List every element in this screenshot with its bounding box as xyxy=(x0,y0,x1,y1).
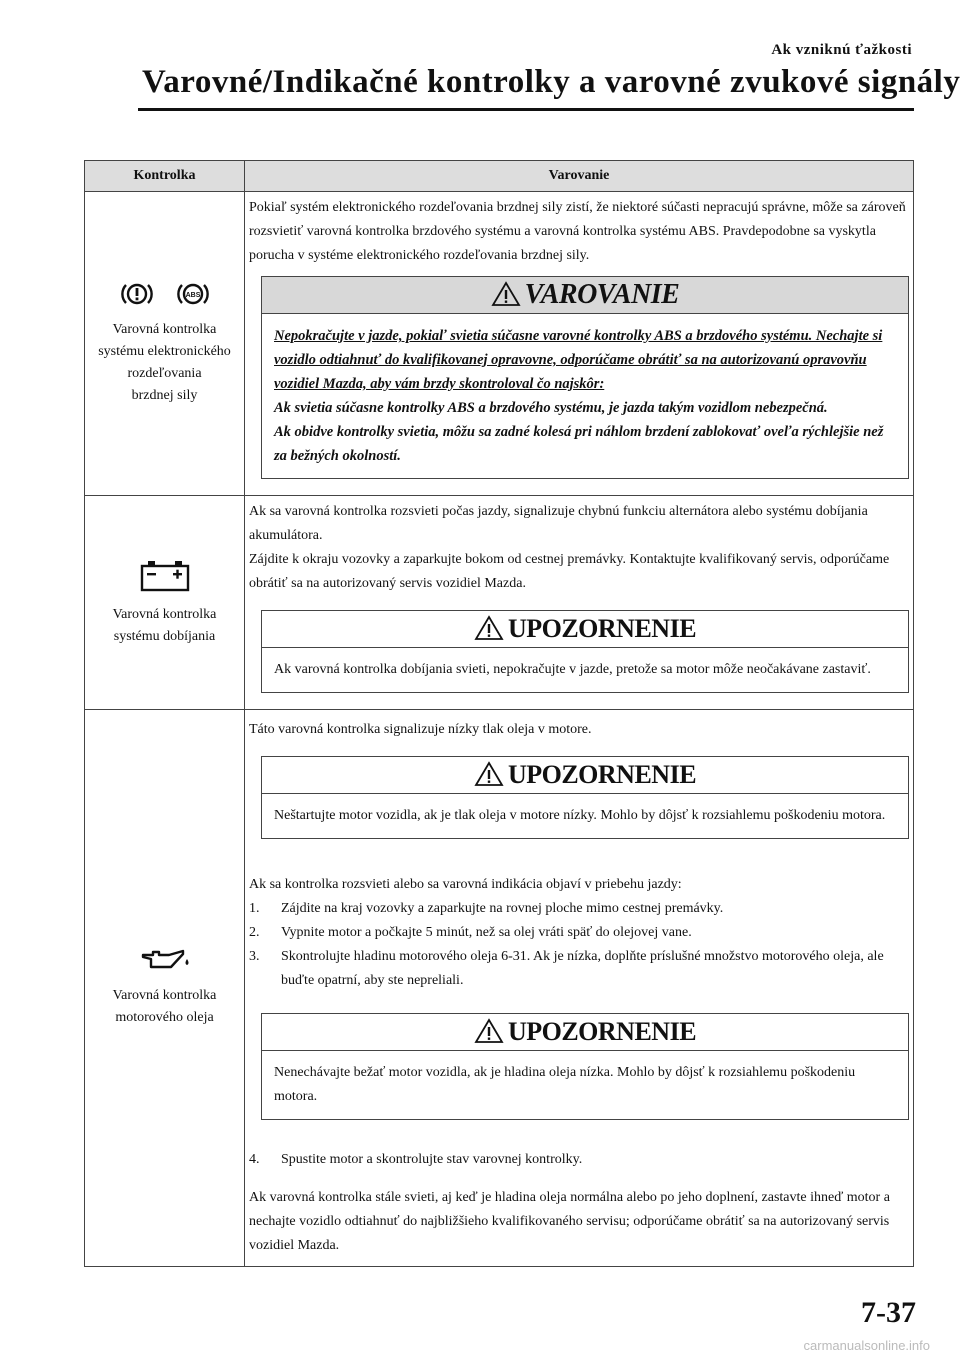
caution-title-text: UPOZORNENIE xyxy=(507,1017,697,1046)
indicator-label: rozdeľovania xyxy=(127,365,202,381)
brake-warning-icon xyxy=(120,281,154,315)
paragraph: Ak varovná kontrolka stále svieti, aj keď je hladina oleja normálna alebo po jeho doplnení, zastavte ihneď motor a nechajte vozidlo odtiahnuť do najbližšieho kvalifikovaného servisu; odporúčame obrátiť sa na autorizovaný servis vozidiel Mazda. xyxy=(249,1190,890,1253)
caution-text: Neštartujte motor vozidla, ak je tlak oleja v motore nízky. Mohlo by dôjsť k rozsiahlemu poškodeniu motora. xyxy=(274,808,886,823)
warning-box xyxy=(261,276,909,479)
caution-box-title xyxy=(262,757,908,794)
caution-box xyxy=(261,1013,909,1120)
indicator-label: Varovná kontrolka xyxy=(112,606,217,622)
table-header-row xyxy=(85,161,914,192)
warning-cell-brake xyxy=(245,192,914,496)
paragraph: Ak sa varovná kontrolka rozsvieti počas jazdy, signalizuje chybnú funkciu alternátora alebo systému dobíjania akumulátora. xyxy=(249,504,868,543)
indicator-label: Varovná kontrolka xyxy=(112,988,217,1003)
indicator-label: systému elektronického xyxy=(98,343,231,359)
steps-list xyxy=(249,897,913,993)
warning-lights-table xyxy=(84,160,914,1267)
warning-text: Ak obidve kontrolky svietia, môžu sa zadné kolesá pri náhlom brzdení zablokovať oveľa rýchlejšie než za bežných okolností. xyxy=(274,424,884,464)
page-title: Varovné/Indikačné kontrolky a varovné zvukové signály xyxy=(142,64,960,100)
warning-title-text: VAROVANIE xyxy=(524,279,680,310)
title-rule xyxy=(138,108,914,111)
warning-triangle-icon xyxy=(474,761,504,787)
caution-title-text: UPOZORNENIE xyxy=(507,614,697,643)
indicator-cell-brake xyxy=(85,192,245,496)
indicator-label: brzdnej sily xyxy=(131,387,198,403)
steps-list xyxy=(249,1148,913,1172)
col-header-kontrolka: Kontrolka xyxy=(85,161,245,192)
table-row xyxy=(85,192,914,496)
list-item: 2. Vypnite motor a počkajte 5 minút, než sa olej vráti späť do olejovej vane. xyxy=(249,925,692,940)
caution-text: Ak varovná kontrolka dobíjania svieti, nepokračujte v jazde, pretože sa motor môže neočakávane zastaviť. xyxy=(274,662,871,677)
caution-title-text: UPOZORNENIE xyxy=(507,760,697,789)
caution-text: Nenechávajte bežať motor vozidla, ak je hladina oleja nízka. Mohlo by dôjsť k rozsiahlemu poškodeniu motora. xyxy=(274,1065,856,1104)
warning-cell-battery xyxy=(245,496,914,710)
paragraph: Zájdite k okraju vozovky a zaparkujte bokom od cestnej premávky. Kontaktujte kvalifikovaný servis, odporúčame obrátiť sa na autorizovaný servis vozidiel Mazda. xyxy=(249,552,890,591)
table-row xyxy=(85,710,914,1267)
abs-icon-text: ABS xyxy=(185,291,200,299)
warning-triangle-icon xyxy=(474,1018,504,1044)
warning-text: Ak svietia súčasne kontrolky ABS a brzdového systému, je jazda takým vozidlom nebezpečná. xyxy=(274,400,828,416)
page-number: 7-37 xyxy=(861,1296,916,1329)
paragraph: Pokiaľ systém elektronického rozdeľovania brzdnej sily zistí, že niektoré súčasti nepracujú správne, môže sa zároveň rozsvietiť varovná kontrolka brzdového systému a varovná kontrolka systému ABS. Pravdepodobne sa vyskytla porucha v systéme elektronického rozdeľovania brzdnej sily. xyxy=(249,200,906,263)
caution-box xyxy=(261,610,909,693)
warning-box-title xyxy=(262,277,908,314)
indicator-label: Varovná kontrolka xyxy=(112,321,217,337)
watermark: carmanualsonline.info xyxy=(803,1338,930,1353)
col-header-varovanie: Varovanie xyxy=(245,161,914,192)
list-item: 3. Skontrolujte hladinu motorového oleja 6-31. Ak je nízka, doplňte príslušné množstvo motorového oleja, ale buďte opatrní, aby ste nepreliali. xyxy=(249,949,884,988)
warning-text-underlined: Nepokračujte v jazde, pokiaľ svietia súčasne varovné kontrolky ABS a brzdového systému. Nechajte si vozidlo odtiahnuť do kvalifikovanej opravovne, odporúčame obrátiť sa na autorizovanú opravovňu vozidiel Mazda, aby vám brzdy skontroloval čo najskôr: xyxy=(274,328,883,392)
section-label: Ak vzniknú ťažkosti xyxy=(771,42,912,58)
paragraph: Ak sa kontrolka rozsvieti alebo sa varovná indikácia objaví v priebehu jazdy: xyxy=(249,877,682,892)
warning-triangle-icon xyxy=(491,281,521,307)
abs-icon xyxy=(176,281,210,315)
table-row xyxy=(85,496,914,710)
indicator-cell-oil xyxy=(85,710,245,1267)
battery-icon xyxy=(139,558,191,600)
caution-box-title xyxy=(262,1014,908,1051)
indicator-label: systému dobíjania xyxy=(113,628,216,644)
paragraph: Táto varovná kontrolka signalizuje nízky tlak oleja v motore. xyxy=(249,722,592,737)
indicator-label: motorového oleja xyxy=(115,1010,214,1025)
caution-box xyxy=(261,756,909,839)
indicator-cell-battery xyxy=(85,496,245,710)
list-item: 1. Zájdite na kraj vozovky a zaparkujte na rovnej ploche mimo cestnej premávky. xyxy=(249,901,724,916)
list-item: 4. Spustite motor a skontrolujte stav varovnej kontrolky. xyxy=(249,1152,583,1167)
warning-cell-oil xyxy=(245,710,914,1267)
warning-triangle-icon xyxy=(474,615,504,641)
caution-box-title xyxy=(262,611,908,648)
oil-can-icon xyxy=(139,947,191,981)
